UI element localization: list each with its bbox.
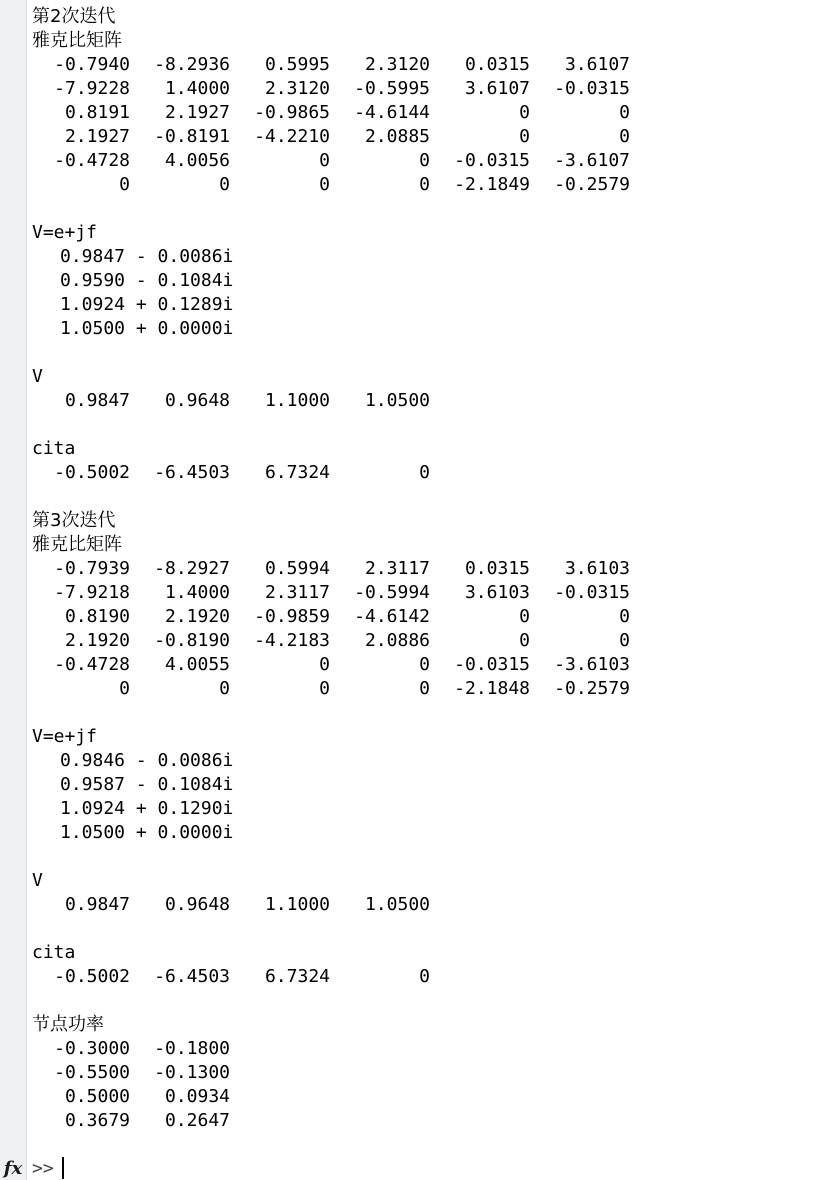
vector-cell: 1.1000 bbox=[264, 894, 330, 915]
matrix-cell: 2.1927 bbox=[164, 102, 230, 123]
matrix-cell: 0 bbox=[519, 630, 530, 651]
vector-cell: 1.0500 bbox=[364, 390, 430, 411]
v-complex-label: V=e+jf bbox=[32, 222, 98, 243]
matrix-cell: -0.9865 bbox=[254, 102, 330, 123]
matrix-cell: 0 bbox=[419, 654, 430, 675]
command-prompt[interactable] bbox=[0, 1156, 825, 1180]
v-vector bbox=[32, 893, 825, 917]
matrix-cell: -0.2579 bbox=[554, 678, 630, 699]
matrix-row bbox=[32, 1061, 825, 1085]
matrix-cell: 0 bbox=[319, 678, 330, 699]
matrix-cell: -0.2579 bbox=[554, 174, 630, 195]
matrix-cell: 0.5000 bbox=[64, 1086, 130, 1107]
matrix-cell: 0 bbox=[319, 174, 330, 195]
matrix-cell: 0.0315 bbox=[464, 558, 530, 579]
matrix-cell: 4.0056 bbox=[164, 150, 230, 171]
matrix-cell: -2.1848 bbox=[454, 678, 530, 699]
vector-cell: 0.9847 bbox=[64, 390, 130, 411]
matrix-cell: -8.2927 bbox=[154, 558, 230, 579]
matrix-row bbox=[32, 1085, 825, 1109]
matrix-cell: 1.4000 bbox=[164, 582, 230, 603]
matrix-cell: 2.3117 bbox=[264, 582, 330, 603]
matrix-cell: -0.3000 bbox=[54, 1038, 130, 1059]
matrix-cell: 1.4000 bbox=[164, 78, 230, 99]
matrix-cell: 0.5994 bbox=[264, 558, 330, 579]
blank-line bbox=[32, 701, 825, 725]
vector-cell: -6.4503 bbox=[154, 966, 230, 987]
jacobian-matrix bbox=[32, 53, 825, 197]
vector-cell: 0.9847 bbox=[64, 894, 130, 915]
matrix-cell: -3.6107 bbox=[554, 150, 630, 171]
matrix-row bbox=[32, 101, 825, 125]
matrix-cell: -0.4728 bbox=[54, 654, 130, 675]
matrix-cell: -0.1300 bbox=[154, 1062, 230, 1083]
matrix-cell: -0.8190 bbox=[154, 630, 230, 651]
matrix-cell: -7.9218 bbox=[54, 582, 130, 603]
matrix-cell: 0 bbox=[619, 102, 630, 123]
v-complex-value: 0.9847 - 0.0086i bbox=[60, 246, 234, 267]
matrix-cell: -0.0315 bbox=[454, 150, 530, 171]
v-complex-value: 1.0924 + 0.1289i bbox=[60, 294, 234, 315]
matrix-cell: 0 bbox=[119, 174, 130, 195]
matrix-row bbox=[32, 77, 825, 101]
matrix-cell: -0.4728 bbox=[54, 150, 130, 171]
matrix-cell: 0 bbox=[519, 102, 530, 123]
matrix-cell: 2.1920 bbox=[64, 630, 130, 651]
matrix-cell: -0.8191 bbox=[154, 126, 230, 147]
matrix-cell: 0 bbox=[219, 678, 230, 699]
matrix-row bbox=[32, 125, 825, 149]
matrix-cell: 3.6107 bbox=[464, 78, 530, 99]
matrix-cell: -0.5995 bbox=[354, 78, 430, 99]
matrix-row bbox=[32, 677, 825, 701]
matrix-cell: 0 bbox=[319, 150, 330, 171]
matrix-cell: 2.3120 bbox=[364, 54, 430, 75]
matrix-cell: 0.0315 bbox=[464, 54, 530, 75]
blank-line bbox=[32, 197, 825, 221]
blank-line bbox=[32, 341, 825, 365]
vector-cell: -0.5002 bbox=[54, 966, 130, 987]
matrix-cell: 2.0885 bbox=[364, 126, 430, 147]
vector-cell: 6.7324 bbox=[264, 462, 330, 483]
matrix-cell: -0.7940 bbox=[54, 54, 130, 75]
node-power-label: 节点功率 bbox=[32, 1014, 104, 1035]
matrix-row bbox=[32, 149, 825, 173]
command-window-gutter bbox=[0, 0, 27, 1180]
iteration-title: 第3次迭代 bbox=[32, 510, 116, 531]
matrix-row bbox=[32, 53, 825, 77]
matrix-cell: 3.6107 bbox=[564, 54, 630, 75]
matrix-row bbox=[32, 653, 825, 677]
v-label: V bbox=[32, 870, 43, 891]
cita-label: cita bbox=[32, 438, 76, 459]
matrix-row bbox=[32, 1037, 825, 1061]
vector-cell: 0 bbox=[419, 462, 430, 483]
cita-vector bbox=[32, 965, 825, 989]
blank-line bbox=[32, 917, 825, 941]
matrix-cell: -4.6144 bbox=[354, 102, 430, 123]
v-vector bbox=[32, 389, 825, 413]
v-complex-value: 1.0500 + 0.0000i bbox=[60, 318, 234, 339]
matrix-cell: 2.0886 bbox=[364, 630, 430, 651]
matrix-cell: 2.3117 bbox=[364, 558, 430, 579]
v-complex-value: 0.9587 - 0.1084i bbox=[60, 774, 234, 795]
matrix-cell: 0 bbox=[519, 126, 530, 147]
matrix-cell: -0.1800 bbox=[154, 1038, 230, 1059]
cita-label: cita bbox=[32, 942, 76, 963]
matrix-cell: -4.2210 bbox=[254, 126, 330, 147]
jacobian-matrix bbox=[32, 557, 825, 701]
fx-icon[interactable]: fx bbox=[3, 1157, 23, 1179]
matrix-row bbox=[32, 581, 825, 605]
blank-line bbox=[32, 845, 825, 869]
matrix-cell: 0.3679 bbox=[64, 1110, 130, 1131]
command-window-output[interactable] bbox=[32, 5, 825, 1133]
matrix-cell: -3.6103 bbox=[554, 654, 630, 675]
matrix-row bbox=[32, 629, 825, 653]
v-complex-label: V=e+jf bbox=[32, 726, 98, 747]
jacobian-label: 雅克比矩阵 bbox=[32, 30, 122, 51]
v-complex-value: 0.9846 - 0.0086i bbox=[60, 750, 234, 771]
vector-cell: 1.0500 bbox=[364, 894, 430, 915]
vector-cell: 0 bbox=[419, 966, 430, 987]
text-cursor[interactable] bbox=[62, 1157, 64, 1179]
matrix-cell: 0 bbox=[119, 678, 130, 699]
v-complex-value: 0.9590 - 0.1084i bbox=[60, 270, 234, 291]
matrix-cell: 0 bbox=[519, 606, 530, 627]
vector-cell: 0.9648 bbox=[164, 390, 230, 411]
matrix-cell: 0.0934 bbox=[164, 1086, 230, 1107]
iteration-title: 第2次迭代 bbox=[32, 6, 116, 27]
matrix-cell: -4.2183 bbox=[254, 630, 330, 651]
matrix-cell: -0.5994 bbox=[354, 582, 430, 603]
matrix-cell: 2.1920 bbox=[164, 606, 230, 627]
matrix-cell: 0 bbox=[619, 606, 630, 627]
matrix-cell: 0 bbox=[619, 630, 630, 651]
matrix-cell: 4.0055 bbox=[164, 654, 230, 675]
matrix-row bbox=[32, 1109, 825, 1133]
matrix-cell: 0 bbox=[419, 174, 430, 195]
matrix-cell: 3.6103 bbox=[464, 582, 530, 603]
matrix-cell: 0 bbox=[419, 150, 430, 171]
matrix-cell: 0 bbox=[419, 678, 430, 699]
matrix-cell: 2.3120 bbox=[264, 78, 330, 99]
matrix-cell: 0.2647 bbox=[164, 1110, 230, 1131]
cita-vector bbox=[32, 461, 825, 485]
matrix-cell: 2.1927 bbox=[64, 126, 130, 147]
matrix-cell: 3.6103 bbox=[564, 558, 630, 579]
matrix-cell: 0.5995 bbox=[264, 54, 330, 75]
jacobian-label: 雅克比矩阵 bbox=[32, 534, 122, 555]
matrix-cell: -0.7939 bbox=[54, 558, 130, 579]
matrix-cell: 0.8190 bbox=[64, 606, 130, 627]
vector-cell: 1.1000 bbox=[264, 390, 330, 411]
vector-cell: 6.7324 bbox=[264, 966, 330, 987]
matrix-cell: 0 bbox=[219, 174, 230, 195]
blank-line bbox=[32, 413, 825, 437]
matrix-cell: 0 bbox=[619, 126, 630, 147]
matrix-row bbox=[32, 605, 825, 629]
matrix-cell: -0.0315 bbox=[454, 654, 530, 675]
prompt-chevrons: >> bbox=[32, 1157, 54, 1179]
vector-cell: -0.5002 bbox=[54, 462, 130, 483]
matrix-cell: 0 bbox=[319, 654, 330, 675]
blank-line bbox=[32, 989, 825, 1013]
matrix-cell: -2.1849 bbox=[454, 174, 530, 195]
matrix-cell: -0.0315 bbox=[554, 78, 630, 99]
matrix-row bbox=[32, 557, 825, 581]
matrix-cell: -8.2936 bbox=[154, 54, 230, 75]
matrix-cell: 0.8191 bbox=[64, 102, 130, 123]
matrix-cell: -4.6142 bbox=[354, 606, 430, 627]
matrix-cell: -7.9228 bbox=[54, 78, 130, 99]
v-label: V bbox=[32, 366, 43, 387]
matrix-cell: -0.9859 bbox=[254, 606, 330, 627]
matrix-cell: -0.0315 bbox=[554, 582, 630, 603]
v-complex-value: 1.0500 + 0.0000i bbox=[60, 822, 234, 843]
matrix-row bbox=[32, 173, 825, 197]
matrix-cell: -0.5500 bbox=[54, 1062, 130, 1083]
node-power-matrix bbox=[32, 1037, 825, 1133]
blank-line bbox=[32, 485, 825, 509]
vector-cell: -6.4503 bbox=[154, 462, 230, 483]
vector-cell: 0.9648 bbox=[164, 894, 230, 915]
v-complex-value: 1.0924 + 0.1290i bbox=[60, 798, 234, 819]
